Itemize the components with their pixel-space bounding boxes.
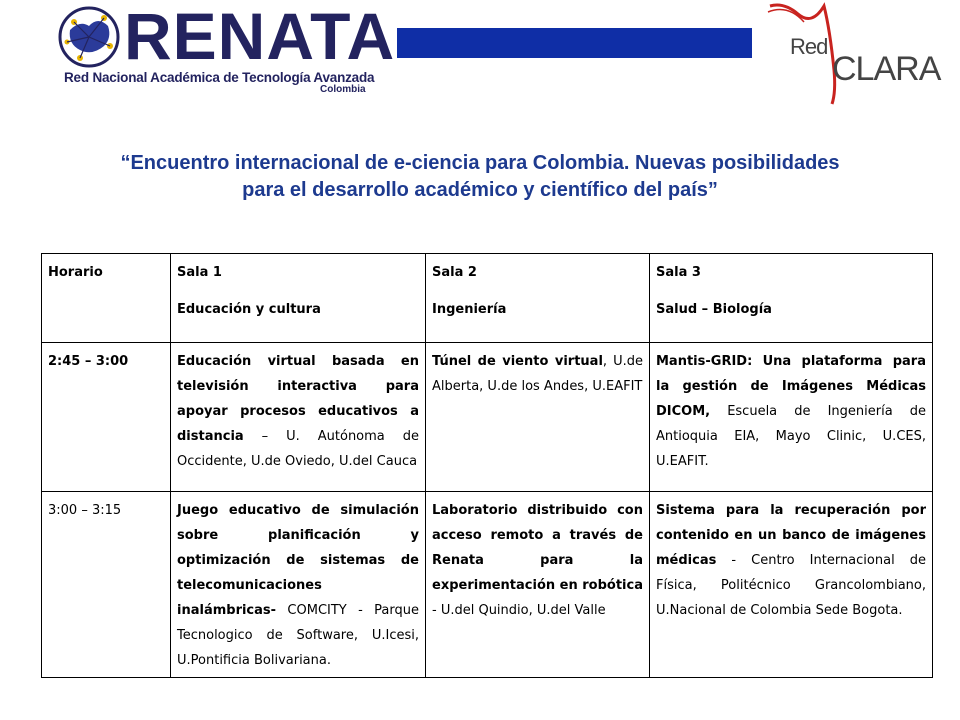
schedule-table	[41, 253, 933, 678]
session-cell	[650, 343, 933, 492]
header-time: Horario	[42, 254, 171, 343]
renata-logo	[58, 0, 396, 96]
session-institutions: – U. Autónoma de Occidente, U.de Oviedo, U.del Cauca	[177, 429, 419, 469]
session-title: Mantis-GRID: Una plataforma para la gestión de Imágenes Médicas DICOM,	[656, 354, 926, 419]
header-blue-bar	[397, 28, 752, 58]
session-title: Juego educativo de simulación sobre planificación y optimización de sistemas de telecomunicaciones inalámbricas-	[177, 503, 419, 618]
table-row	[42, 492, 933, 678]
table-row	[42, 343, 933, 492]
renata-country: Colombia	[320, 84, 366, 95]
header-room2	[426, 254, 650, 343]
session-institutions: , U.de Alberta, U.de los Andes, U.EAFIT	[432, 354, 643, 394]
header-room1	[171, 254, 426, 343]
session-institutions: - Centro Internacional de Física, Politécnico Grancolombiano, U.Nacional de Colombia Sede Bogota.	[656, 553, 926, 618]
session-title: Sistema para la recuperación por contenido en un banco de imágenes médicas	[656, 503, 926, 568]
room3-name: Sala 3	[656, 265, 701, 280]
header-room3	[650, 254, 933, 343]
session-title: Educación virtual basada en televisión interactiva para apoyar procesos educativos a distancia	[177, 354, 419, 444]
row-time: 2:45 – 3:00	[42, 343, 171, 492]
room1-theme: Educación y cultura	[177, 302, 321, 317]
clara-red-text: Red	[790, 34, 828, 59]
row-time: 3:00 – 3:15	[42, 492, 171, 678]
session-title: Túnel de viento virtual	[432, 354, 603, 369]
session-institutions: COMCITY - Parque Tecnologico de Software, U.Icesi, U.Pontificia Bolivariana.	[177, 603, 419, 668]
room3-theme: Salud – Biología	[656, 302, 772, 317]
globe-icon	[58, 6, 120, 68]
session-institutions: - U.del Quindio, U.del Valle	[432, 603, 606, 618]
title-line-2: para el desarrollo académico y científico del país”	[242, 179, 718, 201]
page-title	[20, 150, 940, 204]
redclara-logo	[764, 0, 944, 108]
table-header-row	[42, 254, 933, 343]
session-cell	[426, 492, 650, 678]
session-cell	[650, 492, 933, 678]
session-institutions: Escuela de Ingeniería de Antioquia EIA, Mayo Clinic, U.CES, U.EAFIT.	[656, 404, 926, 469]
renata-subtitle: Red Nacional Académica de Tecnología Avanzada	[64, 70, 375, 85]
renata-wordmark: RENATA	[124, 0, 396, 73]
room2-theme: Ingeniería	[432, 302, 507, 317]
room2-name: Sala 2	[432, 265, 477, 280]
room1-name: Sala 1	[177, 265, 222, 280]
session-cell	[171, 343, 426, 492]
session-cell	[171, 492, 426, 678]
session-cell	[426, 343, 650, 492]
title-line-1: “Encuentro internacional de e-ciencia para Colombia. Nuevas posibilidades	[120, 152, 840, 174]
clara-wordmark: CLARA	[832, 50, 941, 88]
session-title: Laboratorio distribuido con acceso remoto a través de Renata para la experimentación en robótica	[432, 503, 643, 593]
